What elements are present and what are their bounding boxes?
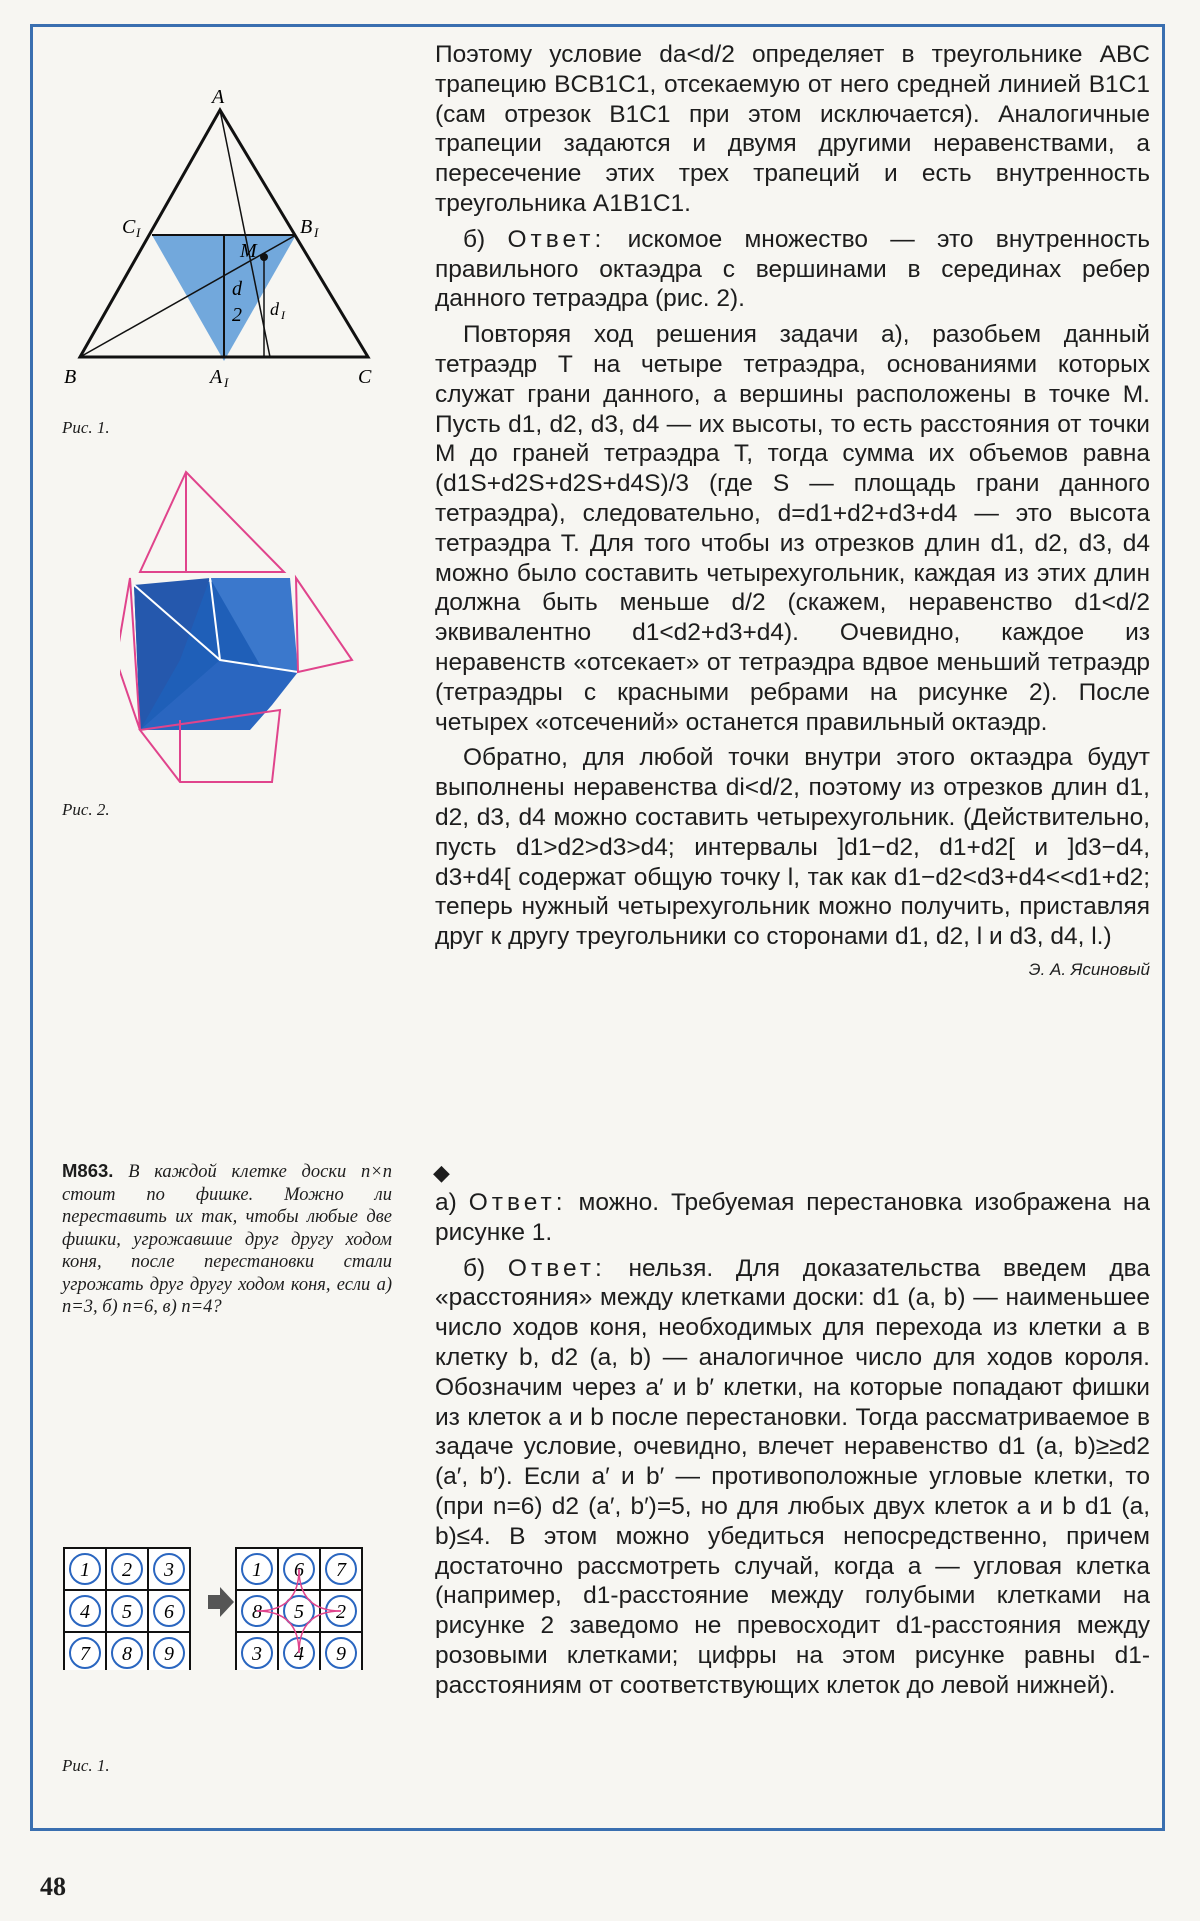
label-m: M (240, 240, 257, 262)
chip-number: 3 (252, 1643, 262, 1665)
chip-number: 5 (122, 1601, 132, 1623)
sol-a-body: можно. Требуемая перестановка изображена на рисунке 1. (435, 1189, 1150, 1246)
chip-number: 4 (80, 1601, 90, 1623)
chip-number: 7 (80, 1643, 90, 1665)
chip-number: 8 (252, 1601, 262, 1623)
sol-a-answer: Ответ: (468, 1189, 567, 1216)
chip-number: 3 (164, 1559, 174, 1581)
paragraph-2 (435, 225, 1150, 314)
label-d-num: d (232, 278, 242, 300)
label-d-den: 2 (232, 304, 242, 326)
p2-answer-label: Ответ: (507, 225, 606, 253)
solution-b (435, 1254, 1150, 1701)
grid-left (64, 1548, 190, 1670)
author-signature: Э. А. Ясиновый (1028, 959, 1150, 979)
label-a1-sub: I (224, 375, 229, 390)
figure-2-octahedron (120, 460, 360, 795)
label-c: C (358, 366, 372, 388)
label-d1-sub: I (281, 308, 285, 322)
figure-1-triangle (60, 85, 390, 395)
pink-tetra-right (296, 578, 352, 672)
paragraph-4: Обратно, для любой точки внутри этого октаэдра будут выполнены неравенства di<d/2, поэтому из отрезков длин d1, d2, d3, d4 можно составить четырехугольник. (Действительно, пусть d1>d2>d3>d4; интервалы ]d1−d2, d1+d2[ и ]d3−d4, d3+d4[ содержат общую точку l, так как d1−d2<d3+d4<<d1+d2; теперь нужный четырехугольник можно получить, приставляя друг к другу треугольники со сторонами d1, d2, l и d3, d4, l.) (435, 744, 1150, 951)
sol-b-prefix: б) (463, 1254, 486, 1282)
figure-3-grids (58, 1540, 388, 1670)
fig3-caption: Рис. 1. (62, 1756, 110, 1775)
chip-number: 4 (294, 1643, 304, 1665)
solution-marker: ◆ (433, 1160, 450, 1185)
pink-tetra-top (140, 472, 284, 572)
p2-prefix: б) (463, 225, 486, 253)
label-a: A (212, 86, 225, 108)
paragraph-1: Поэтому условие da<d/2 определяет в треугольнике ABC трапецию BCB1C1, отсекаемую от него средней линией B1C1 (сам отрезок B1C1 при этом исключается). Аналогичные трапеции задаются и двумя другими неравенствами, а пересечение этих трех трапеций и есть внутренность треугольника A1B1C1. (435, 41, 1150, 217)
page-number: 48 (40, 1872, 66, 1901)
label-b1-sub: I (314, 225, 319, 240)
chip-number: 5 (294, 1601, 304, 1623)
sol-b-answer: Ответ: (507, 1254, 606, 1282)
fig2-caption: Рис. 2. (62, 800, 110, 819)
p2-body: искомое множество — это внутренность правильного октаэдра с вершинами в серединах ребер данного тетраэдра (рис. 2). (435, 225, 1150, 313)
chip-number: 9 (164, 1643, 174, 1665)
chip-number: 1 (80, 1559, 90, 1581)
arrow-icon (208, 1587, 234, 1617)
chip-number: 1 (252, 1559, 262, 1581)
sol-b-body: нельзя. Для доказательства введем два «расстояния» между клетками доски: d1 (a, b) — наименьшее число ходов коня, необходимых для перехода из клетки a в клетку b, d2 (a, b) — аналогичное число для ходов короля. Обозначим через a′ и b′ клетки, на которые попадают фишки из клеток a и b после перестановки. Тогда рассматриваемое в задаче условие, очевидно, влечет неравенство d1 (a, b)≥≥d2 (a′, b′). Если a′ и b′ — противоположные угловые клетки, то (при n=6) d2 (a′, b′)=5, но для любых двух клеток a и b d1 (a, b)≤4. В этом можно убедиться непосредственно, причем достаточно рассмотреть случай, когда a — угловая клетка (например, d1-расстояние между голубыми клетками на рисунке 2 заведомо не превосходит d1-расстояния между розовыми клетками; цифры на этом рисунке равны d1-расстояниям от соответствующих клеток до левой нижней). (435, 1254, 1150, 1699)
chip-number: 7 (336, 1559, 346, 1581)
label-c1-sub: I (136, 225, 141, 240)
label-c1: C (122, 216, 136, 238)
point-m (260, 253, 268, 261)
chip-number: 6 (164, 1601, 174, 1623)
problem-text: В каждой клетке доски n×n стоит по фишке. Можно ли переставить их так, чтобы любые две фишки, угрожавшие друг другу ходом коня, после перестановки стали угрожать друг другу ходом коня, если а) n=3, б) n=6, в) n=4? (62, 1162, 393, 1317)
solution-text (435, 1188, 1150, 1707)
label-d1: d (270, 299, 279, 319)
chip-number: 2 (122, 1559, 132, 1581)
label-b: B (64, 366, 77, 388)
grid-right (236, 1548, 362, 1670)
solution-a (435, 1188, 1150, 1248)
sol-a-prefix: а) (435, 1189, 457, 1216)
paragraph-3: Повторяя ход решения задачи а), разобьем данный тетраэдр T на четыре тетраэдра, основаниями которых служат грани данного, а вершины расположены в точке M. Пусть d1, d2, d3, d4 — их высоты, то есть расстояния от точки M до граней тетраэдра T, тогда сумма их объемов равна (d1S+d2S+d2S+d4S)/3 (где S — площадь грани данного тетраэдра), следовательно, d=d1+d2+d3+d4 — это высота тетраэдра T. Для того чтобы из отрезков длин d1, d2, d3, d4 можно было составить четырехугольник, каждая из этих длин должна быть меньше d/2 (скажем, неравенство d1<d/2 эквивалентно d1<d2+d3+d4). Очевидно, каждое из неравенств «отсекает» от тетраэдра вдвое меньший тетраэдр (тетраэдры с красными ребрами на рисунке 2). После четырех «отсечений» останется правильный октаэдр. (435, 321, 1150, 736)
chip-number: 8 (122, 1643, 132, 1665)
problem-number: М863. (62, 1160, 114, 1181)
fig1-caption: Рис. 1. (62, 418, 110, 437)
problem-m863 (62, 1160, 392, 1319)
right-column-text (435, 40, 1150, 980)
label-b1: B (300, 216, 313, 238)
chip-number: 6 (294, 1559, 304, 1581)
chip-number: 2 (336, 1601, 346, 1623)
chip-number: 9 (336, 1643, 346, 1665)
label-a1: A (210, 366, 223, 388)
